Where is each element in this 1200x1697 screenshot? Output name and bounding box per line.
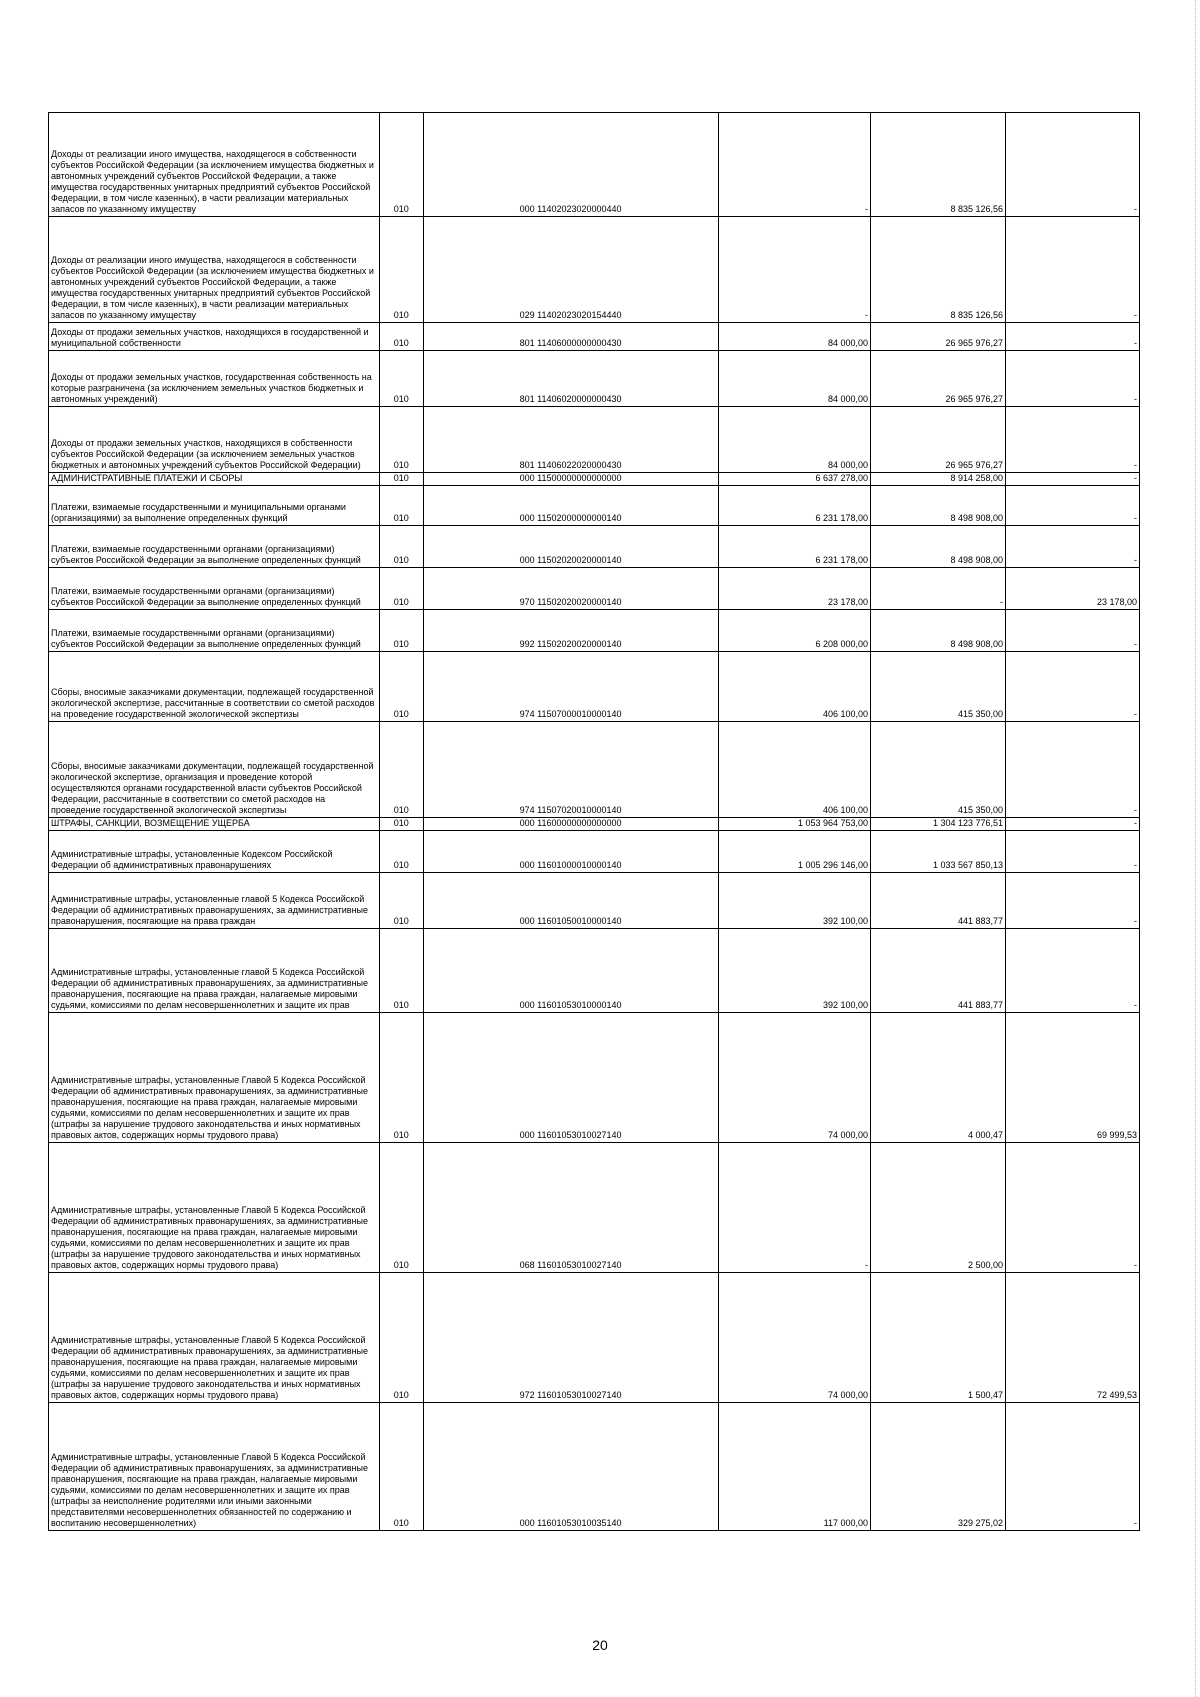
executed-amount: 329 275,02 [871,1403,1006,1531]
line-code: 010 [380,217,424,323]
revenue-name: Административные штрафы, установленные Главой 5 Кодекса Российской Федерации об административных правонарушениях, за административные правонарушения, посягающие на права граждан, налагаемые мировыми судьями, комиссиями по делам несовершеннолетних и защите их прав (штрафы за нарушение трудового законодательства и иных нормативных правовых актов, содержащих нормы трудового права) [49,1273,380,1403]
table-row [49,1403,1140,1531]
planned-amount: 23 178,00 [718,568,870,610]
classification-code: 000 11500000000000000 [423,473,718,486]
planned-amount: - [718,1143,870,1273]
unexecuted-amount: - [1006,323,1140,351]
line-code: 010 [380,351,424,407]
line-code: 010 [380,568,424,610]
planned-amount: 406 100,00 [718,652,870,722]
revenue-name: Платежи, взимаемые государственными органами (организациями) субъектов Российской Федерации за выполнение определенных функций [49,526,380,568]
executed-amount: 441 883,77 [871,873,1006,929]
executed-amount: 8 835 126,56 [871,217,1006,323]
line-code: 010 [380,873,424,929]
planned-amount: - [718,113,870,217]
unexecuted-amount: - [1006,722,1140,818]
executed-amount: 1 500,47 [871,1273,1006,1403]
unexecuted-amount: - [1006,1403,1140,1531]
line-code: 010 [380,473,424,486]
executed-amount: 8 498 908,00 [871,486,1006,526]
executed-amount: 2 500,00 [871,1143,1006,1273]
table-row [49,652,1140,722]
table-row [49,217,1140,323]
budget-revenue-table [48,112,1140,1531]
unexecuted-amount: - [1006,526,1140,568]
classification-code: 000 11600000000000000 [423,818,718,831]
line-code: 010 [380,722,424,818]
table-row [49,407,1140,473]
planned-amount: 84 000,00 [718,351,870,407]
classification-code: 801 11406022020000430 [423,407,718,473]
classification-code: 029 11402023020154440 [423,217,718,323]
executed-amount: 415 350,00 [871,652,1006,722]
revenue-name: АДМИНИСТРАТИВНЫЕ ПЛАТЕЖИ И СБОРЫ [49,473,380,486]
revenue-name: Административные штрафы, установленные Главой 5 Кодекса Российской Федерации об административных правонарушениях, за административные правонарушения, посягающие на права граждан, налагаемые мировыми судьями, комиссиями по делам несовершеннолетних и защите их прав (штрафы за нарушение трудового законодательства и иных нормативных правовых актов, содержащих нормы трудового права) [49,1143,380,1273]
line-code: 010 [380,1403,424,1531]
table-row [49,722,1140,818]
unexecuted-amount: - [1006,113,1140,217]
table-row [49,526,1140,568]
planned-amount: 117 000,00 [718,1403,870,1531]
unexecuted-amount: - [1006,652,1140,722]
unexecuted-amount: - [1006,831,1140,873]
classification-code: 000 11402023020000440 [423,113,718,217]
classification-code: 970 11502020020000140 [423,568,718,610]
revenue-name: ШТРАФЫ, САНКЦИИ, ВОЗМЕЩЕНИЕ УЩЕРБА [49,818,380,831]
executed-amount: 26 965 976,27 [871,407,1006,473]
table-row [49,1143,1140,1273]
planned-amount: 406 100,00 [718,722,870,818]
line-code: 010 [380,407,424,473]
line-code: 010 [380,1143,424,1273]
classification-code: 974 11507000010000140 [423,652,718,722]
line-code: 010 [380,831,424,873]
revenue-name: Административные штрафы, установленные главой 5 Кодекса Российской Федерации об административных правонарушениях, за административные правонарушения, посягающие на права граждан, налагаемые мировыми судьями, комиссиями по делам несовершеннолетних и защите их прав [49,929,380,1013]
planned-amount: 392 100,00 [718,929,870,1013]
executed-amount: 8 835 126,56 [871,113,1006,217]
scan-edge [1195,0,1200,1697]
revenue-name: Административные штрафы, установленные Главой 5 Кодекса Российской Федерации об административных правонарушениях, за административные правонарушения, посягающие на права граждан, налагаемые мировыми судьями, комиссиями по делам несовершеннолетних и защите их прав (штрафы за нарушение трудового законодательства и иных нормативных правовых актов, содержащих нормы трудового права) [49,1013,380,1143]
line-code: 010 [380,1273,424,1403]
revenue-name: Платежи, взимаемые государственными органами (организациями) субъектов Российской Федерации за выполнение определенных функций [49,610,380,652]
unexecuted-amount: 69 999,53 [1006,1013,1140,1143]
planned-amount: 74 000,00 [718,1013,870,1143]
budget-table-container [48,112,1140,1531]
revenue-name: Административные штрафы, установленные Кодексом Российской Федерации об административных правонарушениях [49,831,380,873]
line-code: 010 [380,929,424,1013]
unexecuted-amount: - [1006,407,1140,473]
executed-amount: 8 914 258,00 [871,473,1006,486]
planned-amount: 6 637 278,00 [718,473,870,486]
planned-amount: 1 053 964 753,00 [718,818,870,831]
classification-code: 068 11601053010027140 [423,1143,718,1273]
classification-code: 000 11601000010000140 [423,831,718,873]
classification-code: 000 11601050010000140 [423,873,718,929]
planned-amount: 1 005 296 146,00 [718,831,870,873]
unexecuted-amount: - [1006,610,1140,652]
revenue-name: Доходы от реализации иного имущества, находящегося в собственности субъектов Российской Федерации (за исключением имущества бюджетных и автономных учреждений субъектов Российской Федерации, а также имущества государственных унитарных предприятий субъектов Российской Федерации, в том числе казенных), в части реализации материальных запасов по указанному имуществу [49,113,380,217]
revenue-name: Доходы от продажи земельных участков, находящихся в государственной и муниципальной собственности [49,323,380,351]
table-row [49,568,1140,610]
line-code: 010 [380,323,424,351]
classification-code: 992 11502020020000140 [423,610,718,652]
executed-amount: 1 304 123 776,51 [871,818,1006,831]
table-row [49,1273,1140,1403]
unexecuted-amount: - [1006,351,1140,407]
planned-amount: 6 231 178,00 [718,526,870,568]
classification-code: 972 11601053010027140 [423,1273,718,1403]
line-code: 010 [380,610,424,652]
table-row [49,113,1140,217]
executed-amount: 8 498 908,00 [871,526,1006,568]
revenue-name: Платежи, взимаемые государственными органами (организациями) субъектов Российской Федерации за выполнение определенных функций [49,568,380,610]
table-row [49,873,1140,929]
page-number: 20 [592,1637,608,1653]
classification-code: 801 11406000000000430 [423,323,718,351]
revenue-name: Доходы от реализации иного имущества, находящегося в собственности субъектов Российской Федерации (за исключением имущества бюджетных и автономных учреждений субъектов Российской Федерации, а также имущества государственных унитарных предприятий субъектов Российской Федерации, в том числе казенных), в части реализации материальных запасов по указанному имуществу [49,217,380,323]
planned-amount: 74 000,00 [718,1273,870,1403]
line-code: 010 [380,526,424,568]
unexecuted-amount: 72 499,53 [1006,1273,1140,1403]
unexecuted-amount: - [1006,473,1140,486]
table-row [49,1013,1140,1143]
table-row [49,351,1140,407]
planned-amount: 84 000,00 [718,323,870,351]
classification-code: 974 11507020010000140 [423,722,718,818]
planned-amount: 392 100,00 [718,873,870,929]
table-row [49,486,1140,526]
classification-code: 000 11502020020000140 [423,526,718,568]
classification-code: 801 11406020000000430 [423,351,718,407]
planned-amount: 6 208 000,00 [718,610,870,652]
classification-code: 000 11601053010035140 [423,1403,718,1531]
planned-amount: 84 000,00 [718,407,870,473]
planned-amount: 6 231 178,00 [718,486,870,526]
table-row [49,929,1140,1013]
revenue-name: Платежи, взимаемые государственными и муниципальными органами (организациями) за выполнение определенных функций [49,486,380,526]
executed-amount: 8 498 908,00 [871,610,1006,652]
executed-amount: 415 350,00 [871,722,1006,818]
executed-amount: 26 965 976,27 [871,323,1006,351]
table-row [49,323,1140,351]
executed-amount: 26 965 976,27 [871,351,1006,407]
line-code: 010 [380,113,424,217]
table-body [49,113,1140,1531]
line-code: 010 [380,1013,424,1143]
revenue-name: Доходы от продажи земельных участков, государственная собственность на которые разграничена (за исключением земельных участков бюджетных и автономных учреждений) [49,351,380,407]
table-row [49,473,1140,486]
revenue-name: Доходы от продажи земельных участков, находящихся в собственности субъектов Российской Федерации (за исключением земельных участков бюджетных и автономных учреждений субъектов Российской Федерации) [49,407,380,473]
classification-code: 000 11502000000000140 [423,486,718,526]
table-row [49,818,1140,831]
unexecuted-amount: - [1006,818,1140,831]
executed-amount: 4 000,47 [871,1013,1006,1143]
classification-code: 000 11601053010000140 [423,929,718,1013]
line-code: 010 [380,652,424,722]
unexecuted-amount: - [1006,929,1140,1013]
line-code: 010 [380,818,424,831]
executed-amount: 441 883,77 [871,929,1006,1013]
unexecuted-amount: 23 178,00 [1006,568,1140,610]
line-code: 010 [380,486,424,526]
executed-amount: - [871,568,1006,610]
planned-amount: - [718,217,870,323]
unexecuted-amount: - [1006,217,1140,323]
unexecuted-amount: - [1006,873,1140,929]
unexecuted-amount: - [1006,486,1140,526]
executed-amount: 1 033 567 850,13 [871,831,1006,873]
revenue-name: Административные штрафы, установленные главой 5 Кодекса Российской Федерации об административных правонарушениях, за административные правонарушения, посягающие на права граждан [49,873,380,929]
unexecuted-amount: - [1006,1143,1140,1273]
revenue-name: Сборы, вносимые заказчиками документации, подлежащей государственной экологической экспертизе, рассчитанные в соответствии со сметой расходов на проведение государственной экологической экспертизы [49,652,380,722]
table-row [49,831,1140,873]
table-row [49,610,1140,652]
classification-code: 000 11601053010027140 [423,1013,718,1143]
revenue-name: Административные штрафы, установленные Главой 5 Кодекса Российской Федерации об административных правонарушениях, за административные правонарушения, посягающие на права граждан, налагаемые мировыми судьями, комиссиями по делам несовершеннолетних и защите их прав (штрафы за неисполнение родителями или иными законными представителями несовершеннолетних обязанностей по содержанию и воспитанию несовершеннолетних) [49,1403,380,1531]
revenue-name: Сборы, вносимые заказчиками документации, подлежащей государственной экологической экспертизе, организация и проведение которой осуществляются органами государственной власти субъектов Российской Федерации, рассчитанные в соответствии со сметой расходов на проведение государственной экологической экспертизы [49,722,380,818]
